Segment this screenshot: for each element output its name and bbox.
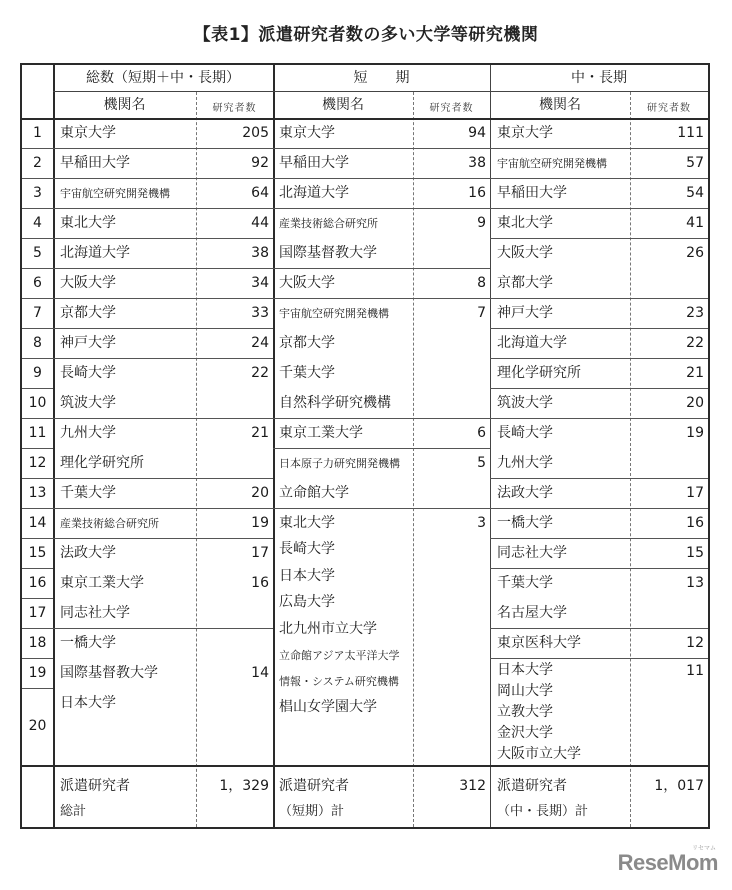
institution-name: 九州大学 bbox=[497, 455, 553, 471]
short-total-label: 派遣研究者 bbox=[279, 778, 349, 794]
rank: 3 bbox=[33, 185, 42, 201]
researcher-count: 44 bbox=[251, 215, 269, 231]
researcher-count: 24 bbox=[251, 335, 269, 351]
divider bbox=[273, 65, 275, 827]
institution-name: 北海道大学 bbox=[60, 245, 130, 261]
rank: 10 bbox=[28, 395, 47, 411]
researcher-count: 19 bbox=[251, 515, 269, 531]
researcher-count: 19 bbox=[686, 425, 704, 441]
divider bbox=[630, 92, 631, 827]
institution-name: 法政大学 bbox=[60, 545, 116, 561]
institution-name: 東京医科大学 bbox=[497, 635, 581, 651]
divider bbox=[53, 65, 55, 827]
institution-name: 情報・システム研究機構 bbox=[279, 675, 399, 688]
researcher-count: 38 bbox=[251, 245, 269, 261]
institution-name: 九州大学 bbox=[60, 425, 116, 441]
researcher-count: 6 bbox=[477, 425, 486, 441]
rank: 5 bbox=[33, 245, 42, 261]
researcher-count: 21 bbox=[251, 425, 269, 441]
rank: 4 bbox=[33, 215, 42, 231]
institution-name: 大阪市立大学 bbox=[497, 746, 581, 762]
rank: 17 bbox=[28, 605, 47, 621]
institution-name: 立命館大学 bbox=[279, 485, 349, 501]
institution-name: 立教大学 bbox=[497, 704, 553, 720]
institution-name: 東京大学 bbox=[279, 125, 335, 141]
researcher-count: 33 bbox=[251, 305, 269, 321]
institution-name: 椙山女学園大学 bbox=[279, 699, 377, 715]
institution-name: 北海道大学 bbox=[279, 185, 349, 201]
header-total: 総数（短期＋中・長期） bbox=[86, 70, 240, 86]
institution-name: 名古屋大学 bbox=[497, 605, 567, 621]
researcher-count: 92 bbox=[251, 155, 269, 171]
researcher-count: 17 bbox=[686, 485, 704, 501]
researcher-count: 111 bbox=[677, 125, 704, 141]
researcher-count: 22 bbox=[686, 335, 704, 351]
institution-name: 東京大学 bbox=[60, 125, 116, 141]
researcher-count: 7 bbox=[477, 305, 486, 321]
researcher-count: 64 bbox=[251, 185, 269, 201]
institution-name: 東北大学 bbox=[497, 215, 553, 231]
short-total-value: 312 bbox=[459, 778, 486, 794]
institution-name: 京都大学 bbox=[497, 275, 553, 291]
researcher-count: 12 bbox=[686, 635, 704, 651]
researcher-count: 3 bbox=[477, 515, 486, 531]
institution-name: 理化学研究所 bbox=[60, 455, 144, 471]
institution-name: 日本大学 bbox=[60, 695, 116, 711]
total-label: 派遣研究者 bbox=[60, 778, 130, 794]
researcher-count: 8 bbox=[477, 275, 486, 291]
rank: 8 bbox=[33, 335, 42, 351]
watermark-sub: リセマム bbox=[692, 845, 716, 852]
researcher-count: 41 bbox=[686, 215, 704, 231]
researcher-count: 20 bbox=[251, 485, 269, 501]
institution-name: 法政大学 bbox=[497, 485, 553, 501]
total-label: 総計 bbox=[60, 804, 87, 819]
institution-name: 早稲田大学 bbox=[279, 155, 349, 171]
institution-name: 宇宙航空研究開発機構 bbox=[497, 157, 607, 170]
institution-name: 同志社大学 bbox=[497, 545, 567, 561]
institution-name: 大阪大学 bbox=[497, 245, 553, 261]
institution-name: 日本大学 bbox=[497, 662, 553, 678]
researcher-count: 22 bbox=[251, 365, 269, 381]
institution-name: 大阪大学 bbox=[60, 275, 116, 291]
rank: 13 bbox=[28, 485, 47, 501]
researcher-count: 16 bbox=[468, 185, 486, 201]
institution-name: 東京大学 bbox=[497, 125, 553, 141]
rank: 1 bbox=[33, 125, 42, 141]
header-short: 短 期 bbox=[353, 70, 410, 86]
researcher-count: 26 bbox=[686, 245, 704, 261]
table-title: 【表1】派遣研究者数の多い大学等研究機関 bbox=[193, 25, 539, 45]
researcher-count: 21 bbox=[686, 365, 704, 381]
institution-name: 早稲田大学 bbox=[60, 155, 130, 171]
institution-name: 日本原子力研究開発機構 bbox=[279, 457, 400, 470]
institution-name: 東北大学 bbox=[279, 515, 335, 531]
institution-name: 岡山大学 bbox=[497, 683, 553, 699]
institution-name: 金沢大学 bbox=[497, 725, 553, 741]
rank: 14 bbox=[28, 515, 47, 531]
institution-name: 北九州市立大学 bbox=[279, 621, 377, 637]
divider bbox=[53, 91, 708, 92]
divider bbox=[22, 118, 708, 120]
institution-name: 早稲田大学 bbox=[497, 185, 567, 201]
institution-name: 神戸大学 bbox=[60, 335, 116, 351]
institution-name: 京都大学 bbox=[60, 305, 116, 321]
institution-name: 長崎大学 bbox=[279, 541, 335, 557]
institution-name: 広島大学 bbox=[279, 594, 335, 610]
institution-name: 東京工業大学 bbox=[60, 575, 144, 591]
long-total-label: 派遣研究者 bbox=[497, 778, 567, 794]
institution-name: 千葉大学 bbox=[279, 365, 335, 381]
institution-name: 国際基督教大学 bbox=[60, 665, 158, 681]
total-value: 1，329 bbox=[219, 778, 269, 794]
rank: 7 bbox=[33, 305, 42, 321]
divider bbox=[196, 92, 197, 827]
institution-name: 産業技術総合研究所 bbox=[60, 517, 159, 530]
long-total-label: （中・長期）計 bbox=[497, 804, 589, 819]
header-name-col: 機関名 bbox=[322, 97, 364, 113]
institution-name: 大阪大学 bbox=[279, 275, 335, 291]
header-name-col: 機関名 bbox=[103, 97, 146, 113]
researcher-count: 9 bbox=[477, 215, 486, 231]
rank: 9 bbox=[33, 365, 42, 381]
institution-name: 長崎大学 bbox=[497, 425, 553, 441]
researcher-count: 5 bbox=[477, 455, 486, 471]
researcher-count: 94 bbox=[468, 125, 486, 141]
institution-name: 千葉大学 bbox=[60, 485, 116, 501]
institution-name: 日本大学 bbox=[279, 568, 335, 584]
institution-name: 東京工業大学 bbox=[279, 425, 363, 441]
institution-name: 宇宙航空研究開発機構 bbox=[279, 307, 389, 320]
resemom-logo: ReseMom bbox=[617, 850, 718, 875]
researcher-count: 54 bbox=[686, 185, 704, 201]
institution-name: 東北大学 bbox=[60, 215, 116, 231]
institution-name: 自然科学研究機構 bbox=[279, 395, 391, 411]
institution-name: 北海道大学 bbox=[497, 335, 567, 351]
header-count-col: 研究者数 bbox=[647, 103, 691, 114]
rank: 11 bbox=[28, 425, 47, 441]
institution-name: 千葉大学 bbox=[497, 575, 553, 591]
rank: 6 bbox=[33, 275, 42, 291]
institution-name: 一橋大学 bbox=[60, 635, 116, 651]
institution-name: 産業技術総合研究所 bbox=[279, 217, 378, 230]
institution-name: 国際基督教大学 bbox=[279, 245, 377, 261]
institution-name: 一橋大学 bbox=[497, 515, 553, 531]
ranking-table bbox=[20, 63, 710, 829]
rank: 15 bbox=[28, 545, 47, 561]
rank: 19 bbox=[28, 665, 47, 681]
institution-name: 筑波大学 bbox=[60, 395, 116, 411]
rank: 2 bbox=[33, 155, 42, 171]
institution-name: 理化学研究所 bbox=[497, 365, 581, 381]
institution-name: 長崎大学 bbox=[60, 365, 116, 381]
header-long: 中・長期 bbox=[571, 70, 627, 86]
short-total-label: （短期）計 bbox=[279, 804, 345, 819]
researcher-count: 34 bbox=[251, 275, 269, 291]
institution-name: 同志社大学 bbox=[60, 605, 130, 621]
researcher-count: 13 bbox=[686, 575, 704, 591]
divider bbox=[490, 65, 491, 827]
header-count-col: 研究者数 bbox=[212, 103, 257, 114]
institution-name: 京都大学 bbox=[279, 335, 335, 351]
institution-name: 神戸大学 bbox=[497, 305, 553, 321]
researcher-count: 17 bbox=[251, 545, 269, 561]
institution-name: 宇宙航空研究開発機構 bbox=[60, 187, 170, 200]
researcher-count: 11 bbox=[686, 663, 704, 679]
rank: 16 bbox=[28, 575, 47, 591]
header-count-col: 研究者数 bbox=[429, 103, 474, 114]
researcher-count: 20 bbox=[686, 395, 704, 411]
researcher-count: 14 bbox=[251, 665, 269, 681]
researcher-count: 205 bbox=[242, 125, 269, 141]
long-total-value: 1，017 bbox=[654, 778, 704, 794]
institution-name: 筑波大学 bbox=[497, 395, 553, 411]
header-name-col: 機関名 bbox=[539, 97, 581, 113]
researcher-count: 38 bbox=[468, 155, 486, 171]
researcher-count: 16 bbox=[251, 575, 269, 591]
researcher-count: 15 bbox=[686, 545, 704, 561]
researcher-count: 57 bbox=[686, 155, 704, 171]
institution-name: 立命館アジア太平洋大学 bbox=[279, 649, 400, 662]
researcher-count: 16 bbox=[686, 515, 704, 531]
rank: 20 bbox=[28, 718, 47, 734]
rank: 18 bbox=[28, 635, 47, 651]
researcher-count: 23 bbox=[686, 305, 704, 321]
rank: 12 bbox=[28, 455, 47, 471]
